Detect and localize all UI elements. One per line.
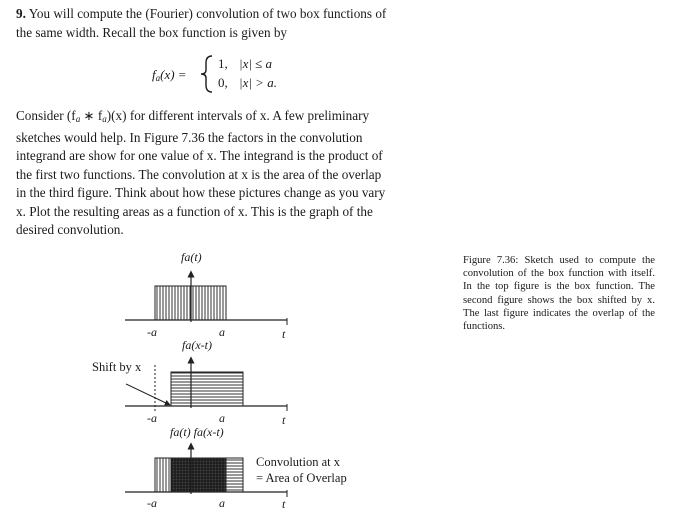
label-neg-a-top: -a <box>147 325 157 339</box>
body-l1a: Consider (f <box>16 108 76 123</box>
label-fa-t: fa(t) <box>181 250 202 264</box>
label-shift-by-x: Shift by x <box>92 360 142 374</box>
eq-sub: a <box>155 73 161 83</box>
body-l2: sketches would help. In Figure 7.36 the factors in the convolution <box>16 129 363 145</box>
box-bottom-right <box>226 458 243 492</box>
panel-top <box>125 274 287 325</box>
body-l5: in the third figure. Think about how these pictures change as you vary <box>16 185 386 200</box>
label-t-top: t <box>282 327 286 341</box>
case2-value: 0, <box>218 75 228 90</box>
figure-caption: Figure 7.36: Sketch used to compute the convolution of the box function with itself. In the top figure is the box function. The second figure shows the box shifted by x. The last figure indicates the overlap of the functions. <box>463 255 655 333</box>
eq-f: f <box>152 67 156 82</box>
case1-value: 1, <box>218 56 228 71</box>
case1-cond: |x| ≤ a <box>239 56 273 71</box>
label-fa-x-t: fa(x-t) <box>182 338 212 352</box>
label-a-top: a <box>219 325 225 339</box>
body-l4: the first two functions. The convolution at x is the area of the overlap <box>16 166 382 182</box>
box-shifted <box>171 372 243 406</box>
label-product: fa(t) fa(x-t) <box>170 425 224 439</box>
body-l1b: ∗ f <box>80 108 103 123</box>
label-convolution-at-x: Convolution at x <box>256 455 341 469</box>
body-l7: desired convolution. <box>16 222 124 237</box>
problem-number: 9. <box>16 6 26 21</box>
body-l1-sub1: a <box>75 114 81 124</box>
box-bottom-left <box>155 458 171 492</box>
shift-arrow <box>126 384 168 404</box>
label-neg-a-bottom: -a <box>147 496 157 510</box>
label-a-bottom: a <box>219 496 225 510</box>
body-l6: x. Plot the resulting areas as a function of x. This is the graph of the <box>16 203 373 219</box>
body-l1c: )(x) for different intervals of x. A few preliminary <box>106 108 370 123</box>
case2-cond: |x| > a. <box>239 75 277 90</box>
label-area-of-overlap: = Area of Overlap <box>256 471 347 485</box>
label-neg-a-middle: -a <box>147 411 157 425</box>
label-a-middle: a <box>219 411 225 425</box>
body-l1-sub2: a <box>102 114 107 124</box>
panel-middle <box>125 360 287 412</box>
eq-arg: (x) = <box>160 67 187 82</box>
label-t-bottom: t <box>282 497 286 511</box>
label-t-middle: t <box>282 413 286 427</box>
body-l3: integrand are show for one value of x. The integrand is the product of <box>16 148 383 163</box>
intro-line-2: the same width. Recall the box function is given by <box>16 24 288 40</box>
overlap-region <box>171 458 226 492</box>
intro-line-1: You will compute the (Fourier) convolution of two box functions of <box>28 6 387 21</box>
